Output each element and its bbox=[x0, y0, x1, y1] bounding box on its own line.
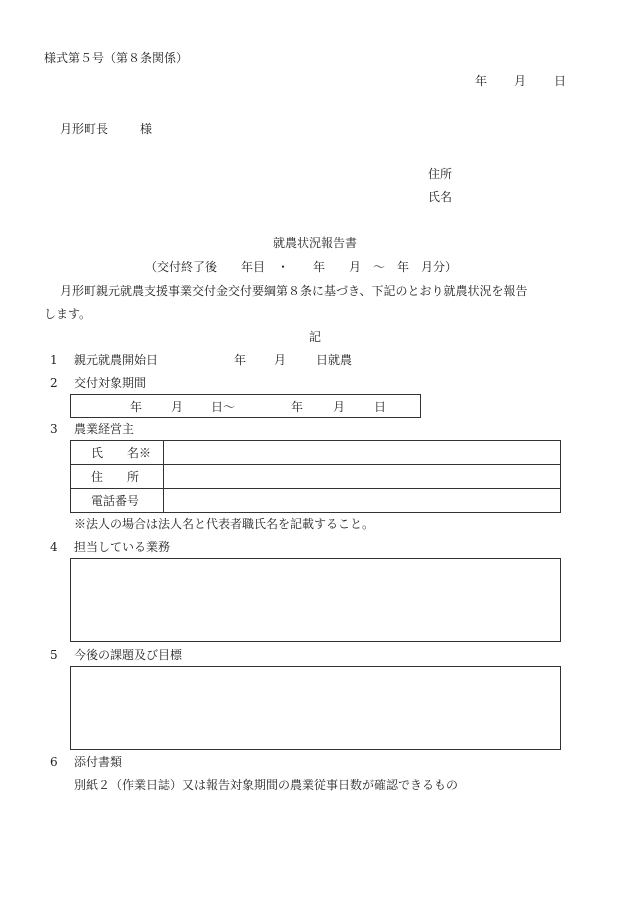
item1-label: 親元就農開始日 bbox=[74, 353, 159, 367]
operator-phone-value[interactable] bbox=[164, 489, 561, 513]
item6-number: 6 bbox=[50, 755, 58, 769]
addressee-honorific: 様 bbox=[140, 122, 153, 136]
applicant-address-label: 住所 bbox=[428, 167, 453, 181]
intro-text-line1: 月形町親元就農支援事業交付金交付要綱第８条に基づき、下記のとおり就農状況を報告 bbox=[60, 284, 528, 298]
operator-address-value[interactable] bbox=[164, 465, 561, 489]
date-year-label: 年 bbox=[475, 74, 488, 88]
item2-number: 2 bbox=[50, 376, 58, 390]
ki-marker: 記 bbox=[308, 330, 321, 344]
item5-content-box[interactable] bbox=[70, 666, 561, 750]
item3-number: 3 bbox=[50, 422, 58, 436]
item2-to-day: 日 bbox=[374, 400, 387, 414]
operator-address-label: 住 所 bbox=[71, 465, 164, 489]
document-title: 就農状況報告書 bbox=[272, 236, 357, 250]
operator-table bbox=[70, 440, 561, 513]
addressee-name: 月形町長 bbox=[60, 122, 109, 136]
item3-note: ※法人の場合は法人名と代表者職氏名を記載すること。 bbox=[74, 517, 375, 531]
operator-phone-label: 電話番号 bbox=[71, 489, 164, 513]
item2-label: 交付対象期間 bbox=[74, 376, 147, 390]
item1-year: 年 bbox=[234, 353, 247, 367]
item5-number: 5 bbox=[50, 648, 58, 662]
item2-to-year: 年 bbox=[291, 400, 304, 414]
operator-row-phone bbox=[71, 489, 561, 513]
item5-label: 今後の課題及び目標 bbox=[74, 648, 183, 662]
item2-period-box[interactable] bbox=[70, 394, 421, 418]
date-month-label: 月 bbox=[514, 74, 527, 88]
item1-day-suffix: 日就農 bbox=[316, 353, 353, 367]
item6-text: 別紙２（作業日誌）又は報告対象期間の農業従事日数が確認できるもの bbox=[74, 778, 459, 792]
operator-row-name bbox=[71, 441, 561, 465]
form-number: 様式第５号（第８条関係） bbox=[44, 51, 189, 65]
item4-content-box[interactable] bbox=[70, 558, 561, 642]
applicant-name-label: 氏名 bbox=[428, 190, 453, 204]
item2-from-year: 年 bbox=[130, 400, 143, 414]
item4-label: 担当している業務 bbox=[74, 540, 171, 554]
item1-month: 月 bbox=[274, 353, 287, 367]
period-line: （交付終了後 年目 ・ 年 月 ～ 年 月分） bbox=[145, 260, 458, 274]
item2-to-month: 月 bbox=[333, 400, 346, 414]
item6-label: 添付書類 bbox=[74, 755, 123, 769]
operator-row-address bbox=[71, 465, 561, 489]
item3-label: 農業経営主 bbox=[74, 422, 135, 436]
operator-name-label: 氏 名※ bbox=[71, 441, 164, 465]
operator-name-value[interactable] bbox=[164, 441, 561, 465]
item4-number: 4 bbox=[50, 540, 58, 554]
item2-from-day: 日～ bbox=[211, 400, 236, 414]
item1-number: 1 bbox=[50, 353, 58, 367]
item2-from-month: 月 bbox=[171, 400, 184, 414]
date-day-label: 日 bbox=[554, 74, 567, 88]
intro-text-line2: します。 bbox=[44, 307, 92, 321]
